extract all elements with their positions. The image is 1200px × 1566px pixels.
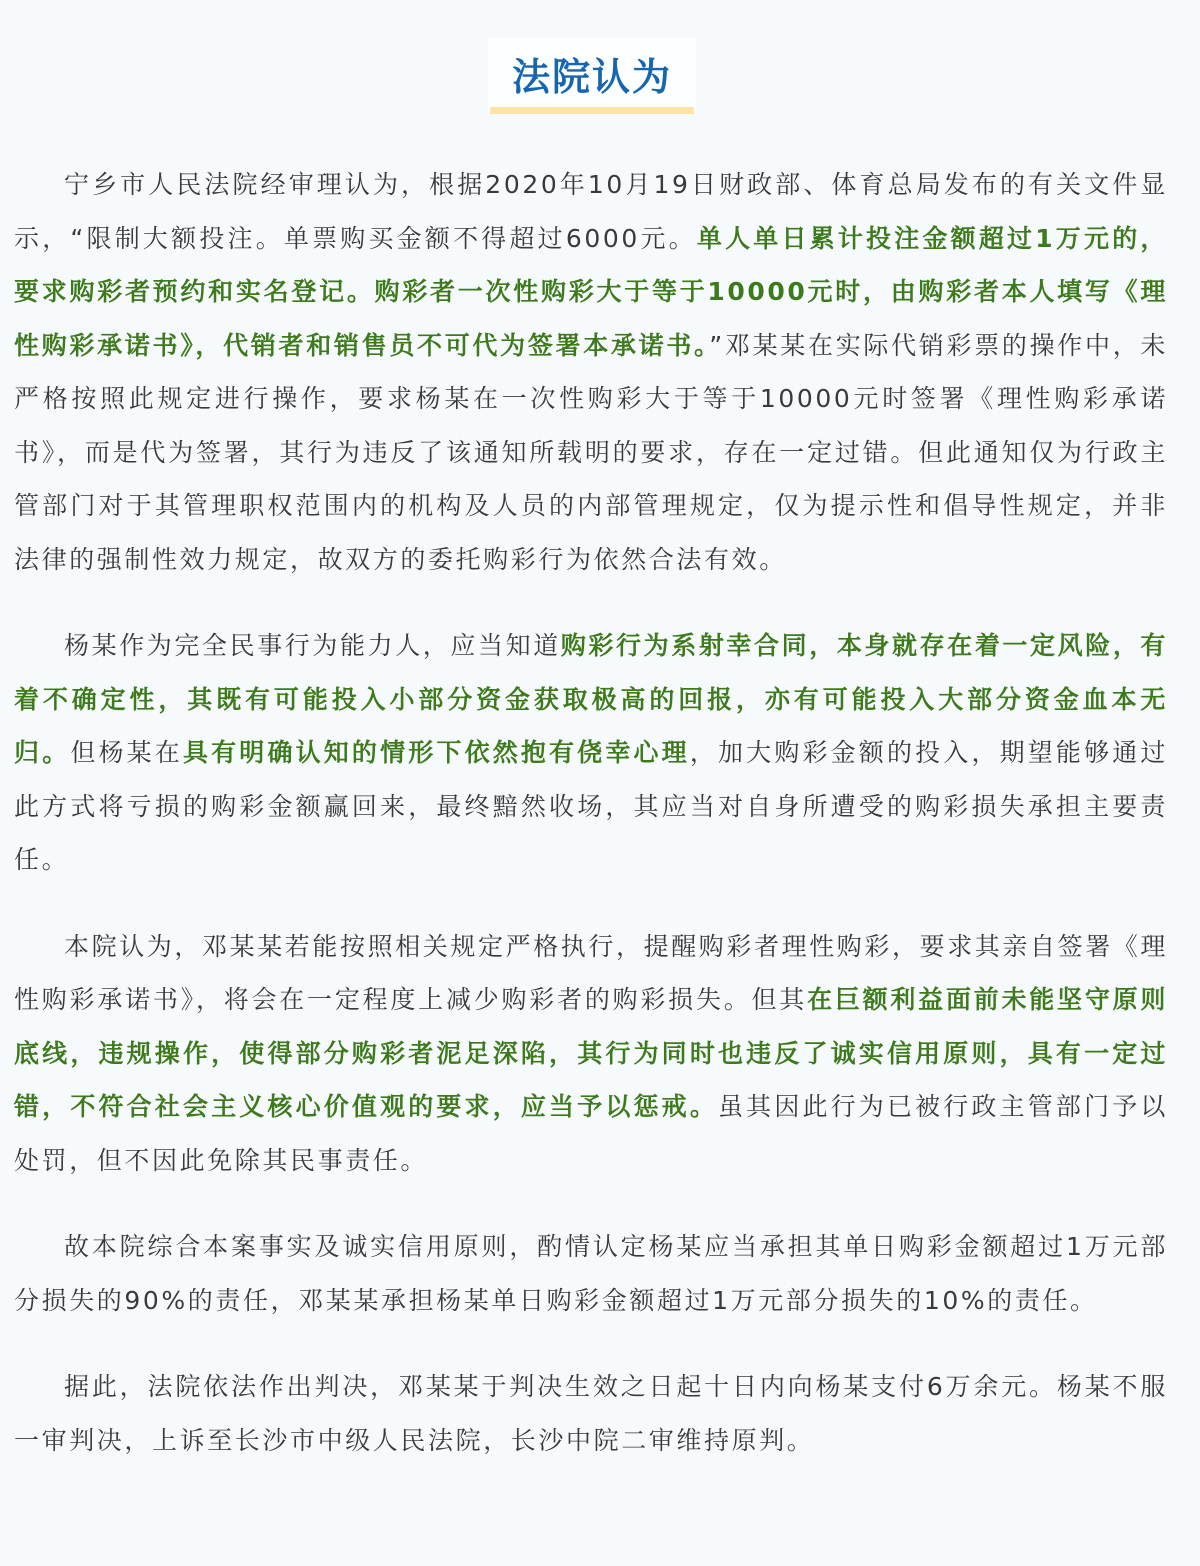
section-title: 法院认为 [511, 55, 672, 99]
text-segment: ”邓某某在实际代销彩票的操作中，未严格按照此规定进行操作，要求杨某在一次性购彩大于等于10000元时签署《理性购彩承诺书》，而是代为签署，其行为违反了该通知所载明的要求，存在一定过错。但此通知仅为行政主管部门对于其管理职权范围内的机构及人员的内部管理规定，仅为提示性和倡导性规定，并非法律的强制性效力规定，故双方的委托购彩行为依然合法有效。 [14, 330, 1169, 574]
text-segment: 宁乡市人民法院经审理认为，根据2020年10月19日财政部、体育总局发布的有关文件显示，“限制大额投注。单票购买金额不得超过6000元。 [14, 170, 1168, 253]
highlighted-text: 具有明确认知的情形下依然抱有侥幸心理 [182, 738, 690, 767]
paragraph-5 [14, 1360, 1168, 1467]
highlighted-text: 单人单日累计投注金额超过1万元的，要求购彩者预约和实名登记。购彩者一次性购彩大于等于10000元时，由购彩者本人填写《理性购彩承诺书》，代销者和销售员不可代为签署本承诺书。 [14, 223, 1168, 360]
text-segment: 据此，法院依法作出判决，邓某某于判决生效之日起十日内向杨某支付6万余元。杨某不服一审判决，上诉至长沙市中级人民法院，长沙中院二审维持原判。 [14, 1372, 1168, 1455]
paragraph-4 [14, 1220, 1168, 1327]
section-header [488, 38, 696, 114]
text-segment: 故本院综合本案事实及诚实信用原则，酌情认定杨某应当承担其单日购彩金额超过1万元部分损失的90%的责任，邓某某承担杨某单日购彩金额超过1万元部分损失的10%的责任。 [14, 1232, 1168, 1315]
text-segment: 本院认为，邓某某若能按照相关规定严格执行，提醒购彩者理性购彩，要求其亲自签署《理性购彩承诺书》，将会在一定程度上减少购彩者的购彩损失。但其 [14, 931, 1169, 1014]
paragraph-2 [14, 619, 1168, 887]
highlighted-text: 在巨额利益面前未能坚守原则底线，违规操作，使得部分购彩者泥足深陷，其行为同时也违反了诚实信用原则，具有一定过错，不符合社会主义核心价值观的要求，应当予以惩戒。 [14, 985, 1168, 1121]
text-segment: ，加大购彩金额的投入，期望能够通过此方式将亏损的购彩金额赢回来，最终黯然收场，其应当对自身所遭受的购彩损失承担主要责任。 [14, 738, 1168, 874]
text-segment: 但杨某在 [70, 738, 183, 767]
text-segment: 虽其因此行为已被行政主管部门予以处罚，但不因此免除其民事责任。 [14, 1092, 1168, 1175]
paragraph-1 [14, 158, 1168, 586]
article-body [14, 158, 1168, 1500]
title-underline [490, 107, 694, 114]
text-segment: 杨某作为完全民事行为能力人，应当知道 [64, 631, 561, 660]
highlighted-text: 购彩行为系射幸合同，本身就存在着一定风险，有着不确定性，其既有可能投入小部分资金获取极高的回报，亦有可能投入大部分资金血本无归。 [14, 631, 1169, 767]
paragraph-3 [14, 920, 1168, 1188]
